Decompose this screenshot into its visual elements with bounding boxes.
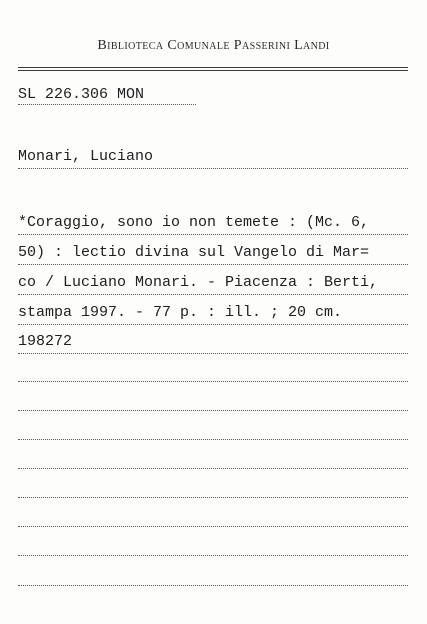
description-line: *Coraggio, sono io non temete : (Mc. 6, [18,214,370,231]
description-line: 50) : lectio divina sul Vangelo di Mar= [18,244,370,261]
blank-ruled-line [18,381,408,382]
ruled-line [18,234,408,235]
blank-ruled-line [18,439,408,440]
blank-ruled-line [18,410,408,411]
author-heading: Monari, Luciano [18,148,154,165]
blank-ruled-line [18,555,408,556]
blank-ruled-line [18,585,408,586]
library-header: Biblioteca Comunale Passerini Landi [97,38,330,53]
blank-ruled-line [18,526,408,527]
ruled-line [18,324,408,325]
ruled-line [18,353,408,354]
blank-ruled-line [18,497,408,498]
call-number-line [18,104,196,105]
header-rule-bottom [18,70,408,71]
ruled-line [18,294,408,295]
author-line [18,168,408,169]
inventory-number: 198272 [18,333,73,350]
header-rule-top [18,67,408,68]
blank-ruled-line [18,468,408,469]
ruled-line [18,264,408,265]
description-line: stampa 1997. - 77 p. : ill. ; 20 cm. [18,304,343,321]
call-number: SL 226.306 MON [18,86,145,103]
description-line: co / Luciano Monari. - Piacenza : Berti, [18,274,379,291]
